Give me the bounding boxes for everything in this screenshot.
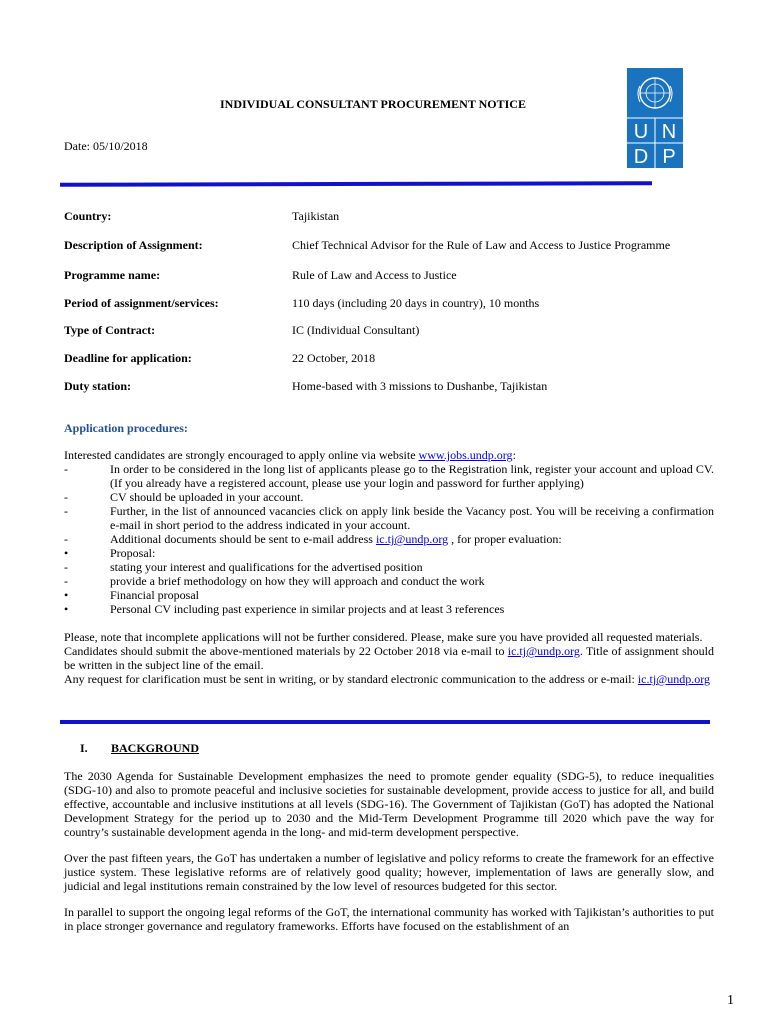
submit-text: Candidates should submit the above-mentioned materials by 22 October 2018 via e-mail to xyxy=(64,644,508,658)
list-item xyxy=(64,504,714,532)
detail-value: IC (Individual Consultant) xyxy=(292,323,420,337)
page-number: 1 xyxy=(727,993,734,1008)
list-marker: • xyxy=(64,602,69,616)
list-marker: - xyxy=(64,532,68,546)
list-item-text: In order to be considered in the long list of applicants please go to the Registration link, register your account and upload CV. (If you already have a registered account, please use your login and password for further applying) xyxy=(110,462,714,490)
background-paragraph: Over the past fifteen years, the GoT has undertaken a number of legislative and policy reforms to create the framework for an effective justice system. These legislative reforms are of relatively good quality; however, implementation of laws are generally slow, and judicial and legal institutions remain constrained by the low level of resources budgeted for this sector. xyxy=(64,851,714,893)
spacer xyxy=(64,616,714,630)
spacer xyxy=(64,893,714,905)
list-item xyxy=(64,490,714,504)
detail-label: Deadline for application: xyxy=(64,351,192,365)
detail-value: Tajikistan xyxy=(292,209,340,223)
list-marker: - xyxy=(64,504,68,518)
list-item xyxy=(64,532,714,546)
document-title: INDIVIDUAL CONSULTANT PROCUREMENT NOTICE xyxy=(220,97,526,111)
list-item xyxy=(64,588,714,602)
background-body xyxy=(64,769,714,933)
detail-value: Chief Technical Advisor for the Rule of Law and Access to Justice Programme xyxy=(292,238,671,252)
detail-label: Duty station: xyxy=(64,379,132,393)
email-link[interactable]: ic.tj@undp.org xyxy=(375,532,449,546)
submit-text-after: . Title of assignment should be written in the subject line of the email. xyxy=(64,644,714,672)
list-item-text: Personal CV including past experience in similar projects and at least 3 references xyxy=(110,602,505,616)
undp-logo xyxy=(627,68,683,168)
list-marker: • xyxy=(64,546,69,560)
detail-label: Description of Assignment: xyxy=(64,238,203,252)
list-marker: - xyxy=(64,462,68,476)
list-item-text: Financial proposal xyxy=(110,588,199,602)
top-divider xyxy=(60,181,652,187)
detail-label: Country: xyxy=(64,209,112,223)
section-heading: BACKGROUND xyxy=(111,741,200,755)
application-heading: Application procedures: xyxy=(64,421,188,435)
list-item-text: provide a brief methodology on how they will approach and conduct the work xyxy=(110,574,485,588)
jobs-link[interactable]: www.jobs.undp.org xyxy=(418,448,513,462)
list-marker: - xyxy=(64,490,68,504)
background-paragraph: The 2030 Agenda for Sustainable Development emphasizes the need to promote gender equality (SDG-5), to reduce inequalities (SDG-10) and also to promote peaceful and inclusive societies for sustainable development, provide access to justice for all, and build effective, accountable and inclusive institutions at all levels (SDG-16). The Government of Tajikistan (GoT) has adopted the National Development Strategy for the period up to 2030 and the Mid-Term Development Programme till 2020 which pave the way for country’s sustainable development agenda in the long- and mid-term development perspective. xyxy=(64,769,714,839)
intro-text: Interested candidates are strongly encouraged to apply online via website xyxy=(64,448,419,462)
list-item-text: , for proper evaluation: xyxy=(448,532,562,546)
note-paragraph: Please, note that incomplete applications will not be further considered. Please, make sure you have provided all requested materials. xyxy=(64,630,703,644)
detail-value: Home-based with 3 missions to Dushanbe, Tajikistan xyxy=(292,379,548,393)
list-item xyxy=(64,462,714,490)
detail-value: Rule of Law and Access to Justice xyxy=(292,268,457,282)
list-item xyxy=(64,574,714,588)
submit-email-link[interactable]: ic.tj@undp.org xyxy=(507,644,580,658)
svg-text:U: U xyxy=(633,121,649,143)
list-marker: • xyxy=(64,588,69,602)
application-body xyxy=(64,448,714,686)
list-marker: - xyxy=(64,560,68,574)
section-number: I. xyxy=(80,741,88,755)
detail-value: 22 October, 2018 xyxy=(292,351,376,365)
svg-text:D: D xyxy=(633,146,649,168)
submit-paragraph xyxy=(64,644,714,672)
list-item-text: Additional documents should be sent to e-mail address xyxy=(110,532,376,546)
list-item-text: Proposal: xyxy=(110,546,156,560)
list-item-text: CV should be uploaded in your account. xyxy=(110,490,304,504)
detail-label: Programme name: xyxy=(64,268,161,282)
detail-label: Type of Contract: xyxy=(64,323,156,337)
application-intro xyxy=(64,448,714,462)
svg-text:P: P xyxy=(662,146,676,168)
list-item-text: stating your interest and qualifications for the advertised position xyxy=(110,560,423,574)
svg-text:N: N xyxy=(661,121,677,143)
section-divider xyxy=(60,720,710,724)
list-item xyxy=(64,546,714,560)
background-paragraph: In parallel to support the ongoing legal reforms of the GoT, the international community has worked with Tajikistan’s authorities to put in place stronger governance and regulatory frameworks. Efforts have focused on the establishment of an xyxy=(64,905,714,933)
list-marker: - xyxy=(64,574,68,588)
intro-suffix: : xyxy=(512,448,516,462)
list-item xyxy=(64,602,714,616)
detail-value: 110 days (including 20 days in country), 10 months xyxy=(292,296,540,310)
request-email-link[interactable]: ic.tj@undp.org xyxy=(637,672,711,686)
notice-date: Date: 05/10/2018 xyxy=(64,139,148,153)
request-text: Any request for clarification must be sent in writing, or by standard electronic communication to the address or e-mail: xyxy=(64,672,638,686)
spacer xyxy=(64,839,714,851)
detail-label: Period of assignment/services: xyxy=(64,296,219,310)
list-item-text: Further, in the list of announced vacancies click on apply link beside the Vacancy post. You will be receiving a confirmation e-mail in short period to the address indicated in your account. xyxy=(110,504,714,532)
list-item xyxy=(64,560,714,574)
request-paragraph xyxy=(64,672,714,686)
